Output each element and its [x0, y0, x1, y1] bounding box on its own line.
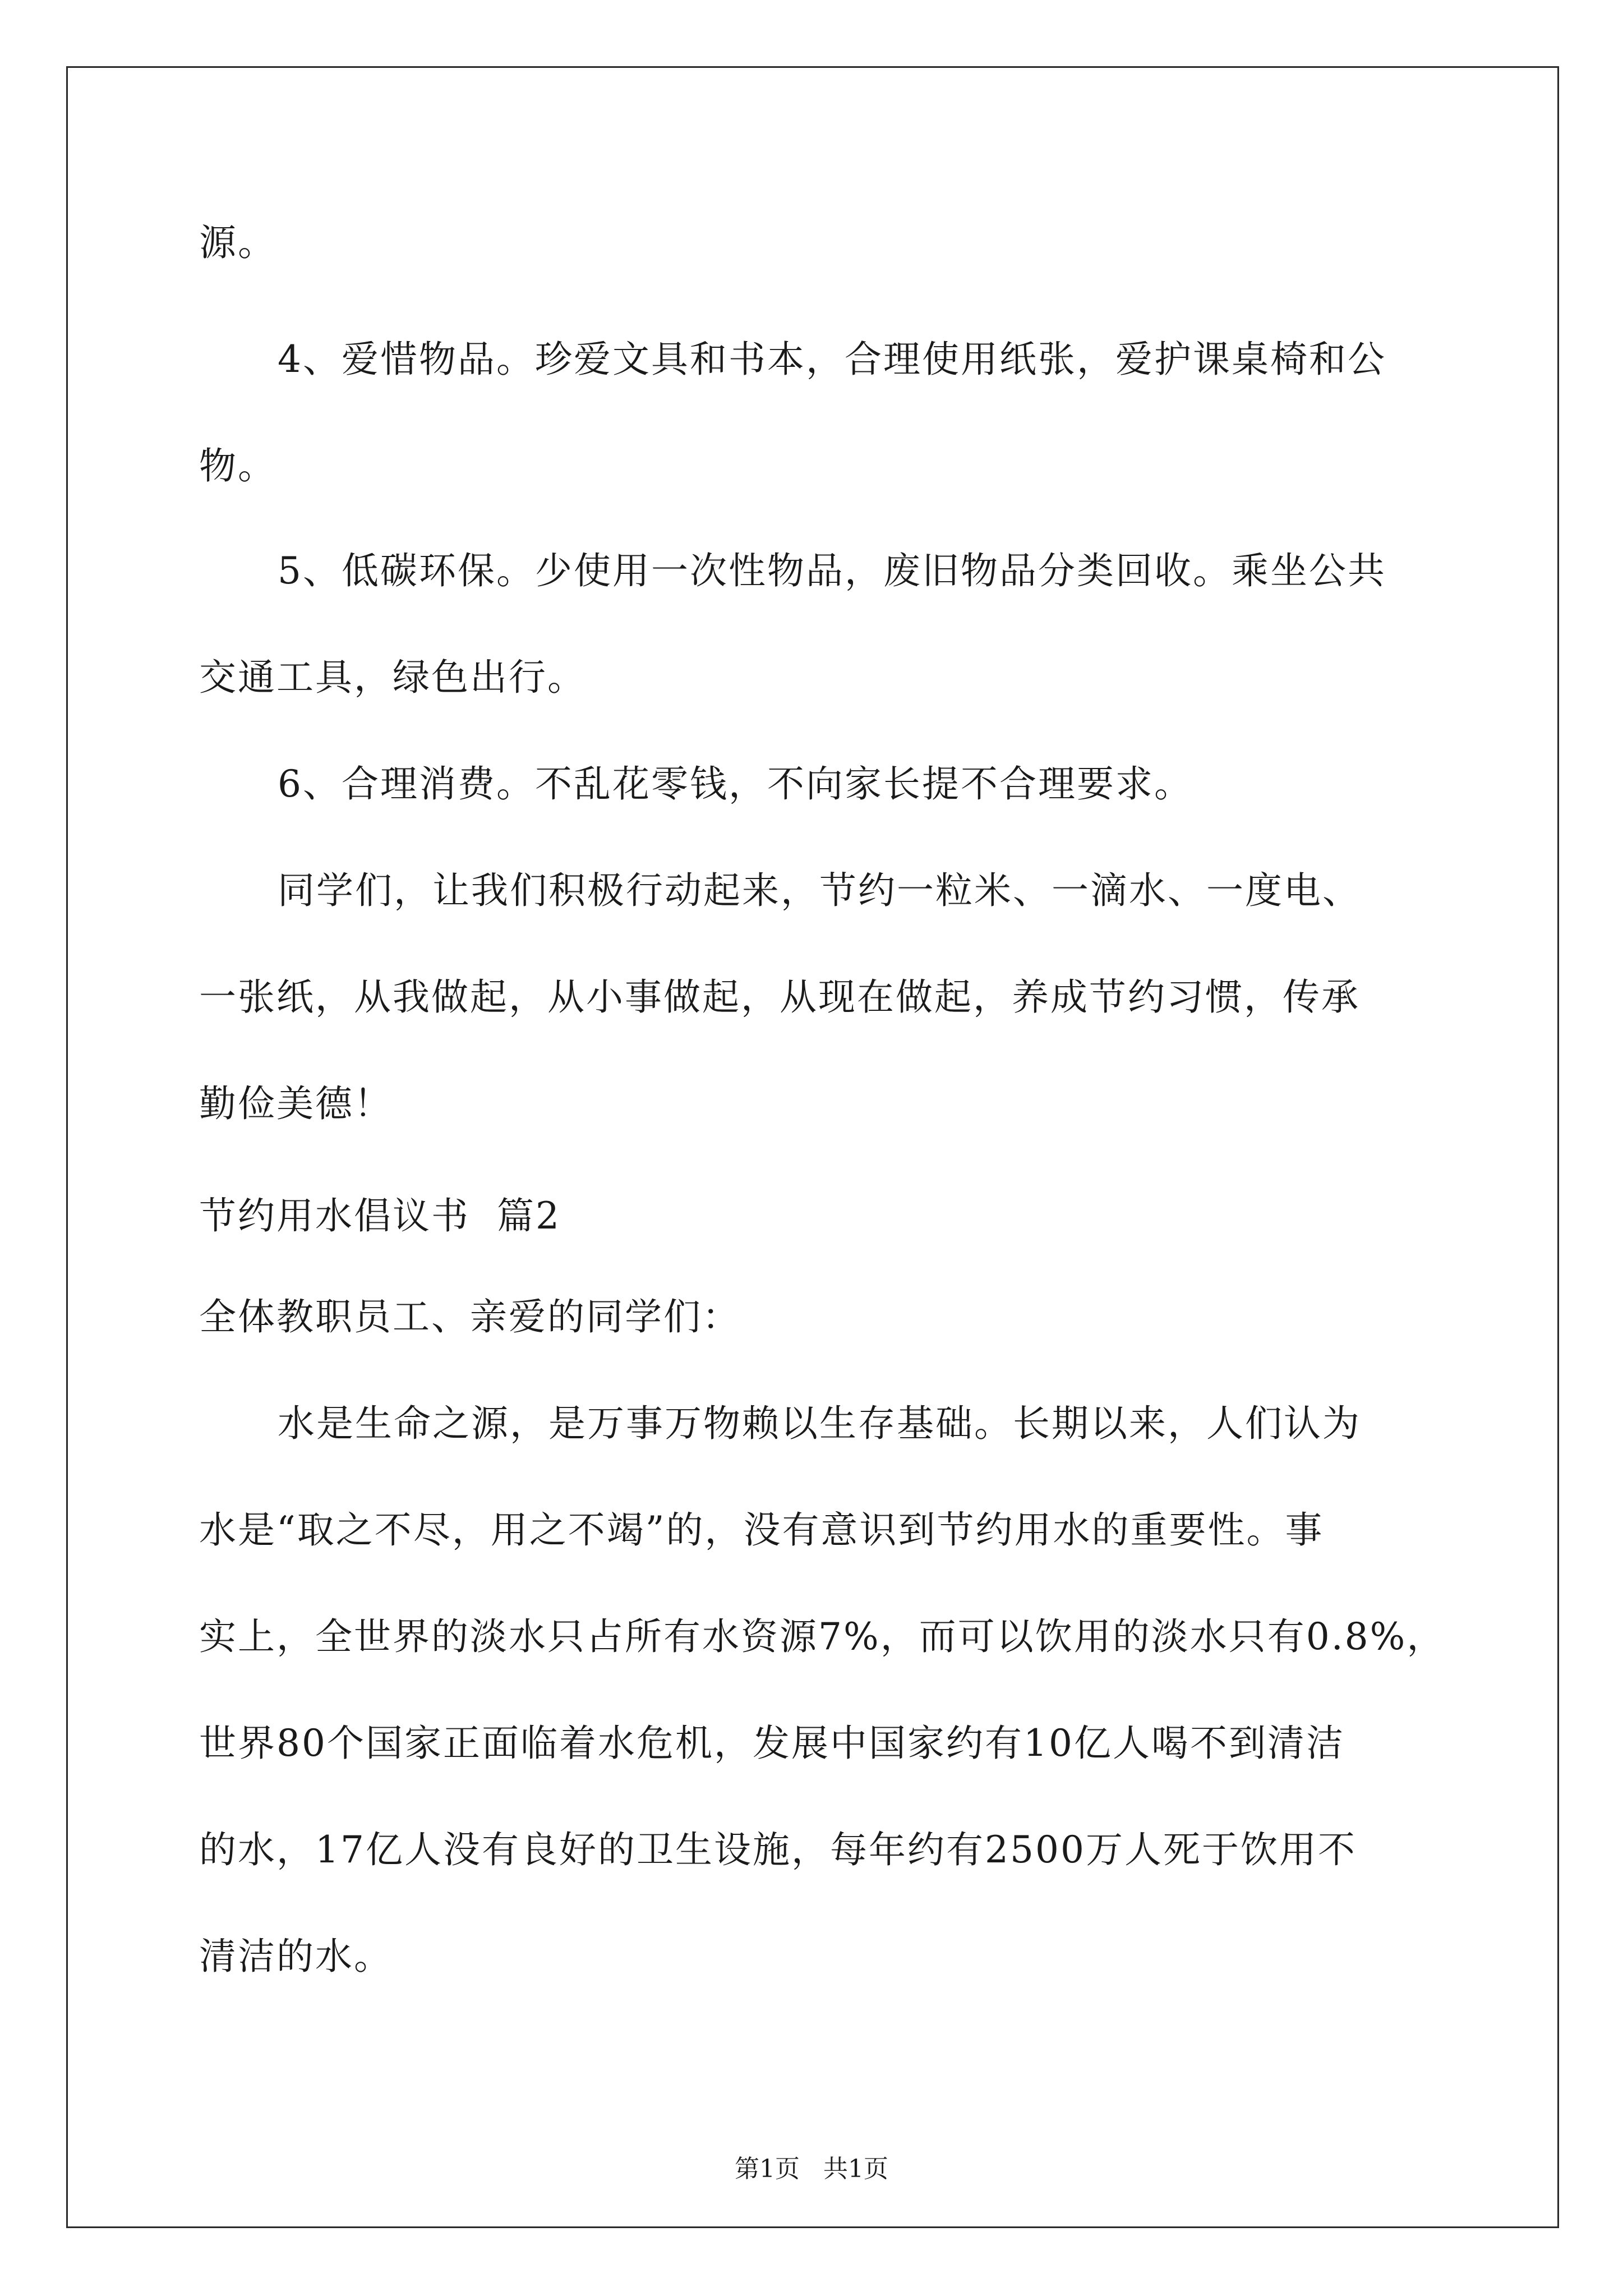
- text-line: 一张纸，从我做起，从小事做起，从现在做起，养成节约习惯，传承: [199, 976, 1360, 1019]
- text-line: 6、合理消费。不乱花零钱，不向家长提不合理要求。: [278, 762, 1193, 806]
- text-line: 的水，17亿人没有良好的卫生设施，每年约有2500万人死于饮用不: [199, 1828, 1357, 1871]
- page-footer: 第1页 共1页: [735, 2155, 888, 2183]
- text-line: 清洁的水。: [199, 1935, 393, 1978]
- text-line: 交通工具，绿色出行。: [199, 656, 586, 699]
- text-line: 4、爱惜物品。珍爱文具和书本，合理使用纸张，爱护课桌椅和公: [278, 338, 1386, 381]
- text-line: 勤俭美德！: [199, 1082, 393, 1125]
- text-line: 物。: [199, 444, 276, 487]
- text-line: 源。: [199, 221, 276, 264]
- text-line: 水是“取之不尽，用之不竭”的，没有意识到节约用水的重要性。事: [199, 1508, 1324, 1552]
- page-border: [66, 66, 1559, 2228]
- text-line: 世界80个国家正面临着水危机，发展中国家约有10亿人喝不到清洁: [199, 1722, 1345, 1765]
- text-line: 水是生命之源，是万事万物赖以生存基础。长期以来，人们认为: [278, 1402, 1361, 1445]
- text-line: 实上，全世界的淡水只占所有水资源7%，而可以饮用的淡水只有0.8%，: [199, 1615, 1446, 1658]
- section-heading: 节约用水倡议书 篇2: [199, 1194, 561, 1237]
- salutation: 全体教职员工、亲爱的同学们：: [199, 1295, 741, 1338]
- text-line: 5、低碳环保。少使用一次性物品，废旧物品分类回收。乘坐公共: [278, 549, 1386, 592]
- text-line: 同学们，让我们积极行动起来，节约一粒米、一滴水、一度电、: [278, 869, 1361, 912]
